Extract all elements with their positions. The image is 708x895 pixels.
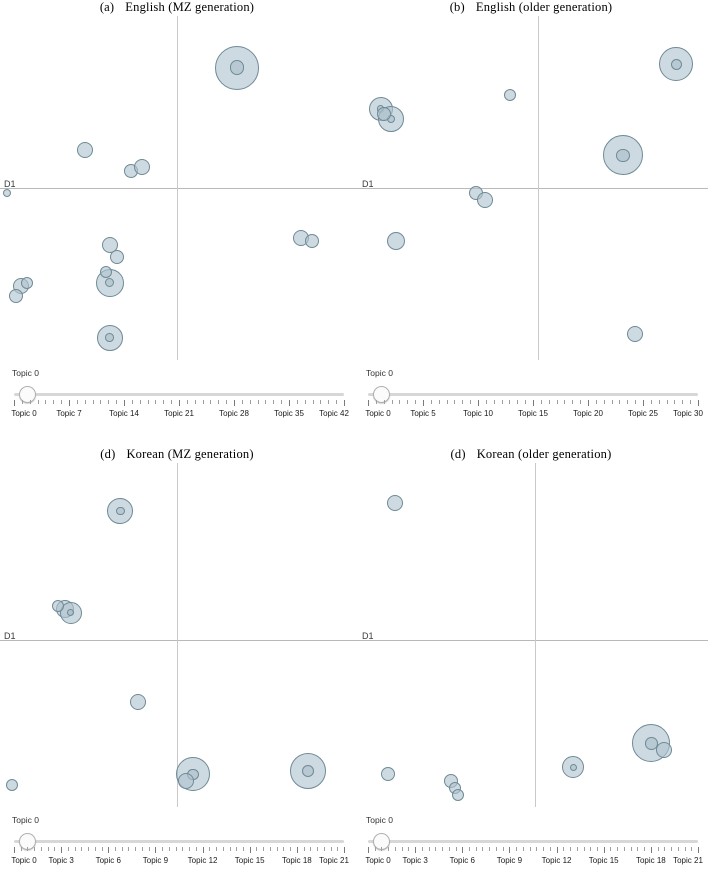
slider-tick <box>597 847 598 851</box>
slider-tick <box>142 847 143 851</box>
slider-tick-label: Topic 6 <box>449 856 475 865</box>
slider-tick <box>283 847 284 851</box>
slider-tick <box>344 847 345 853</box>
slider-tick <box>368 847 369 853</box>
topic-bubble[interactable] <box>627 326 643 342</box>
slider-tick <box>402 847 403 851</box>
panel-caption <box>354 447 708 462</box>
slider-tick <box>509 400 510 404</box>
slider-tick <box>218 400 219 404</box>
slider-tick <box>88 847 89 851</box>
slider-tick <box>297 847 298 853</box>
panel-caption <box>0 0 354 15</box>
slider-tick <box>435 847 436 851</box>
y-axis-line <box>538 16 539 360</box>
slider-tick-label: Topic 35 <box>274 409 304 418</box>
slider-tick <box>187 400 188 404</box>
slider-tick <box>541 400 542 404</box>
slider-tick <box>502 400 503 404</box>
slider-tick <box>476 847 477 851</box>
panel-caption <box>0 447 354 462</box>
y-axis-line <box>535 463 536 807</box>
slider-tick <box>422 847 423 851</box>
slider-tick-label: Topic 42 <box>319 409 349 418</box>
slider-ticks <box>368 847 698 855</box>
slider-tick <box>658 847 659 851</box>
slider-tick <box>580 400 581 404</box>
axis-label-d1: D1 <box>362 631 374 641</box>
slider-tick-labels <box>6 856 348 868</box>
slider-tick <box>27 847 28 851</box>
slider-tick-label: Topic 28 <box>219 409 249 418</box>
slider-tick <box>77 400 78 404</box>
slider-tick <box>337 847 338 851</box>
slider-tick <box>447 400 448 404</box>
y-axis-line <box>177 16 178 360</box>
slider-tick <box>81 847 82 851</box>
slider-tick <box>469 847 470 851</box>
slider-tick <box>643 400 644 406</box>
slider-tick <box>678 847 679 851</box>
slider-tick <box>140 400 141 404</box>
panel-tag: (b) <box>449 0 465 14</box>
topic-slider-korean-older[interactable] <box>360 815 702 875</box>
slider-tick <box>376 400 377 404</box>
slider-tick <box>124 400 125 406</box>
slider-tick <box>698 847 699 853</box>
slider-tick <box>415 847 416 853</box>
slider-tick <box>610 847 611 851</box>
slider-tick <box>61 847 62 853</box>
topic-bubble-core <box>671 59 682 70</box>
slider-tick-label: Topic 3 <box>48 856 74 865</box>
slider-tick <box>289 400 290 406</box>
panel-english-older <box>354 0 708 447</box>
slider-tick <box>234 400 235 406</box>
axis-label-d1: D1 <box>4 179 16 189</box>
topic-slider-english-older[interactable] <box>360 368 702 428</box>
slider-tick <box>320 400 321 404</box>
slider-tick <box>368 400 369 406</box>
scatter-plot-korean-mz <box>0 463 354 807</box>
slider-tick-label: Topic 12 <box>187 856 218 865</box>
slider-tick <box>549 400 550 404</box>
slider-tick-label: Topic 15 <box>518 409 548 418</box>
slider-tick <box>162 847 163 851</box>
scatter-plot-english-older <box>354 16 708 360</box>
slider-tick <box>128 847 129 851</box>
slider-tick <box>273 400 274 404</box>
slider-tick <box>132 400 133 404</box>
slider-track[interactable] <box>14 840 344 843</box>
slider-tick <box>570 847 571 851</box>
slider-title: Topic 0 <box>366 368 393 378</box>
slider-tick <box>310 847 311 851</box>
panel-english-mz <box>0 0 354 447</box>
slider-tick <box>644 847 645 851</box>
slider-tick-label: Topic 14 <box>109 409 139 418</box>
slider-tick <box>489 847 490 851</box>
slider-tick <box>45 400 46 404</box>
slider-tick <box>392 400 393 404</box>
slider-tick <box>563 847 564 851</box>
slider-tick <box>203 400 204 404</box>
slider-tick <box>530 847 531 851</box>
slider-tick <box>590 847 591 851</box>
slider-tick-label: Topic 0 <box>11 409 37 418</box>
topic-bubble[interactable] <box>130 694 146 710</box>
slider-tick <box>536 847 537 851</box>
panel-title: English (older generation) <box>475 0 613 14</box>
slider-tick <box>517 400 518 404</box>
slider-tick <box>635 400 636 404</box>
panel-korean-mz <box>0 447 354 894</box>
topic-bubble-core <box>616 149 629 162</box>
slider-tick <box>223 847 224 851</box>
slider-tick <box>155 847 156 853</box>
slider-tick <box>627 400 628 404</box>
slider-tick <box>429 847 430 851</box>
slider-tick <box>22 400 23 404</box>
slider-tick <box>281 400 282 404</box>
slider-tick-label: Topic 15 <box>588 856 619 865</box>
slider-tick <box>226 400 227 404</box>
slider-ticks <box>14 847 344 855</box>
slider-tick <box>667 400 668 404</box>
slider-tick <box>163 400 164 404</box>
slider-tick-label: Topic 0 <box>11 856 37 865</box>
slider-tick <box>331 847 332 851</box>
slider-tick <box>604 847 605 853</box>
slider-tick-label: Topic 18 <box>635 856 666 865</box>
slider-tick <box>674 400 675 404</box>
topic-bubble[interactable] <box>452 789 464 801</box>
slider-tick-label: Topic 15 <box>234 856 265 865</box>
y-axis-line <box>177 463 178 807</box>
slider-tick-labels <box>360 856 702 868</box>
slider-tick <box>550 847 551 851</box>
slider-tick <box>624 847 625 851</box>
topic-bubble-core <box>302 765 314 777</box>
slider-tick <box>399 400 400 404</box>
slider-tick <box>102 847 103 851</box>
panel-tag: (d) <box>100 447 116 461</box>
slider-tick <box>305 400 306 404</box>
slider-tick <box>54 847 55 851</box>
slider-tick <box>313 400 314 404</box>
slider-tick-label: Topic 5 <box>410 409 436 418</box>
slider-tick <box>243 847 244 851</box>
slider-tick <box>85 400 86 404</box>
slider-tick-label: Topic 9 <box>496 856 523 865</box>
slider-tick <box>462 400 463 404</box>
slider-tick <box>664 847 665 851</box>
slider-title: Topic 0 <box>12 815 39 825</box>
slider-tick-labels <box>6 409 348 421</box>
slider-tick <box>525 400 526 404</box>
slider-tick <box>270 847 271 851</box>
slider-tick <box>685 847 686 851</box>
topic-bubble[interactable] <box>504 89 516 101</box>
slider-tick <box>523 847 524 851</box>
topic-bubble[interactable] <box>656 742 672 758</box>
slider-tick <box>182 847 183 851</box>
slider-track[interactable] <box>14 393 344 396</box>
slider-tick <box>572 400 573 404</box>
slider-tick <box>439 400 440 404</box>
slider-tick <box>651 400 652 404</box>
slider-tick <box>230 847 231 851</box>
slider-tick <box>659 400 660 404</box>
slider-tick <box>478 400 479 406</box>
slider-tick-label: Topic 21 <box>164 409 194 418</box>
slider-tick <box>690 400 691 404</box>
topic-bubble[interactable] <box>110 250 124 264</box>
slider-tick <box>557 847 558 853</box>
slider-ticks <box>368 400 698 408</box>
slider-tick <box>236 847 237 851</box>
x-axis-line <box>354 640 708 641</box>
slider-tick <box>395 847 396 851</box>
slider-tick <box>216 847 217 851</box>
slider-tick <box>344 400 345 406</box>
slider-tick <box>250 847 251 853</box>
slider-tick <box>388 847 389 851</box>
slider-tick <box>93 400 94 404</box>
slider-tick <box>494 400 495 404</box>
x-axis-line <box>354 188 708 189</box>
slider-tick <box>509 847 510 853</box>
slider-tick <box>407 400 408 404</box>
slider-ticks <box>14 400 344 408</box>
slider-tick <box>584 847 585 851</box>
slider-tick <box>61 400 62 404</box>
slider-tick <box>486 400 487 404</box>
slider-tick <box>516 847 517 851</box>
topic-bubble[interactable] <box>6 779 18 791</box>
slider-tick <box>456 847 457 851</box>
slider-tick <box>149 847 150 851</box>
slider-tick <box>115 847 116 851</box>
panel-title: Korean (older generation) <box>476 447 612 461</box>
slider-tick <box>612 400 613 404</box>
slider-tick <box>122 847 123 851</box>
slider-tick <box>482 847 483 851</box>
topic-bubble[interactable] <box>387 232 405 250</box>
slider-tick <box>375 847 376 851</box>
slider-tick <box>533 400 534 406</box>
slider-tick <box>328 400 329 404</box>
slider-tick-label: Topic 0 <box>365 409 391 418</box>
slider-tick <box>496 847 497 851</box>
slider-tick-label: Topic 25 <box>628 409 658 418</box>
slider-tick <box>68 847 69 851</box>
slider-tick-label: Topic 21 <box>673 856 703 865</box>
topic-bubble[interactable] <box>21 277 33 289</box>
panel-title: English (MZ generation) <box>125 0 255 14</box>
slider-tick <box>189 847 190 851</box>
slider-tick <box>100 400 101 404</box>
slider-tick <box>95 847 96 851</box>
axis-label-d1: D1 <box>362 179 374 189</box>
slider-tick <box>449 847 450 851</box>
slider-tick-labels <box>360 409 702 421</box>
slider-tick <box>242 400 243 404</box>
slider-tick <box>381 847 382 851</box>
slider-tick <box>290 847 291 851</box>
topic-bubble[interactable] <box>134 159 150 175</box>
slider-tick <box>155 400 156 404</box>
slider-tick <box>336 400 337 404</box>
slider-tick <box>408 847 409 851</box>
slider-tick <box>277 847 278 851</box>
topic-bubble[interactable] <box>381 767 395 781</box>
panel-tag: (a) <box>99 0 115 14</box>
slider-tick <box>210 400 211 404</box>
slider-tick <box>384 400 385 404</box>
slider-tick <box>38 400 39 404</box>
slider-track[interactable] <box>368 393 698 396</box>
slider-tick <box>671 847 672 851</box>
slider-tick <box>148 400 149 404</box>
slider-tick <box>34 847 35 851</box>
panel-title: Korean (MZ generation) <box>126 447 254 461</box>
slider-tick <box>75 847 76 851</box>
topic-slider-english-mz[interactable] <box>6 368 348 428</box>
slider-tick <box>543 847 544 851</box>
slider-tick <box>651 847 652 853</box>
slider-title: Topic 0 <box>12 368 39 378</box>
slider-tick <box>596 400 597 404</box>
slider-tick <box>604 400 605 404</box>
topic-bubble[interactable] <box>3 189 11 197</box>
slider-tick <box>135 847 136 851</box>
slider-tick <box>304 847 305 851</box>
slider-tick <box>108 400 109 404</box>
slider-title: Topic 0 <box>366 815 393 825</box>
slider-tick-label: Topic 18 <box>281 856 312 865</box>
slider-tick <box>297 400 298 404</box>
slider-tick-label: Topic 6 <box>95 856 121 865</box>
slider-tick <box>265 400 266 404</box>
slider-tick <box>203 847 204 853</box>
topic-bubble[interactable] <box>178 773 194 789</box>
slider-tick <box>317 847 318 851</box>
slider-tick <box>196 847 197 851</box>
topic-bubble[interactable] <box>9 289 23 303</box>
scatter-plot-english-mz <box>0 16 354 360</box>
slider-tick <box>14 847 15 853</box>
slider-tick <box>209 847 210 851</box>
slider-tick <box>631 847 632 851</box>
slider-tick-label: Topic 9 <box>142 856 169 865</box>
slider-tick-label: Topic 3 <box>402 856 428 865</box>
slider-tick <box>462 847 463 853</box>
slider-tick <box>14 400 15 406</box>
slider-tick-label: Topic 0 <box>365 856 391 865</box>
topic-bubble[interactable] <box>377 107 391 121</box>
slider-tick <box>116 400 117 404</box>
slider-tick <box>176 847 177 851</box>
slider-tick-label: Topic 10 <box>463 409 493 418</box>
slider-tick <box>637 847 638 851</box>
slider-tick <box>250 400 251 404</box>
topic-bubble-core <box>116 507 125 516</box>
panel-korean-older <box>354 447 708 894</box>
slider-tick <box>442 847 443 851</box>
slider-tick <box>691 847 692 851</box>
scatter-plot-korean-older <box>354 463 708 807</box>
slider-tick-label: Topic 21 <box>319 856 349 865</box>
slider-tick <box>53 400 54 404</box>
slider-tick <box>431 400 432 404</box>
slider-tick <box>30 400 31 404</box>
slider-tick <box>195 400 196 404</box>
topic-bubble[interactable] <box>305 234 319 248</box>
slider-tick <box>470 400 471 404</box>
slider-tick <box>171 400 172 404</box>
topic-bubble[interactable] <box>387 495 403 511</box>
slider-tick <box>682 400 683 404</box>
slider-tick <box>617 847 618 851</box>
slider-tick <box>698 400 699 406</box>
topic-slider-korean-mz[interactable] <box>6 815 348 875</box>
slider-tick-label: Topic 7 <box>56 409 82 418</box>
panel-caption <box>354 0 708 15</box>
slider-tick <box>588 400 589 406</box>
slider-tick <box>415 400 416 404</box>
slider-tick <box>108 847 109 853</box>
slider-track[interactable] <box>368 840 698 843</box>
slider-tick-label: Topic 12 <box>541 856 572 865</box>
slider-tick <box>557 400 558 404</box>
slider-tick <box>41 847 42 851</box>
slider-tick <box>564 400 565 404</box>
slider-tick <box>423 400 424 406</box>
slider-tick <box>256 847 257 851</box>
panel-tag: (d) <box>450 447 466 461</box>
topic-bubble[interactable] <box>77 142 93 158</box>
slider-tick <box>454 400 455 404</box>
slider-tick <box>21 847 22 851</box>
slider-tick <box>503 847 504 851</box>
slider-tick <box>69 400 70 406</box>
topic-bubble[interactable] <box>477 192 493 208</box>
slider-tick <box>577 847 578 851</box>
slider-tick <box>619 400 620 404</box>
axis-label-d1: D1 <box>4 631 16 641</box>
slider-tick <box>179 400 180 406</box>
slider-tick <box>258 400 259 404</box>
slider-tick <box>324 847 325 851</box>
slider-tick-label: Topic 30 <box>673 409 703 418</box>
topic-bubble-core <box>105 333 114 342</box>
slider-tick <box>48 847 49 851</box>
slider-tick <box>263 847 264 851</box>
slider-tick <box>169 847 170 851</box>
slider-tick-label: Topic 20 <box>573 409 603 418</box>
